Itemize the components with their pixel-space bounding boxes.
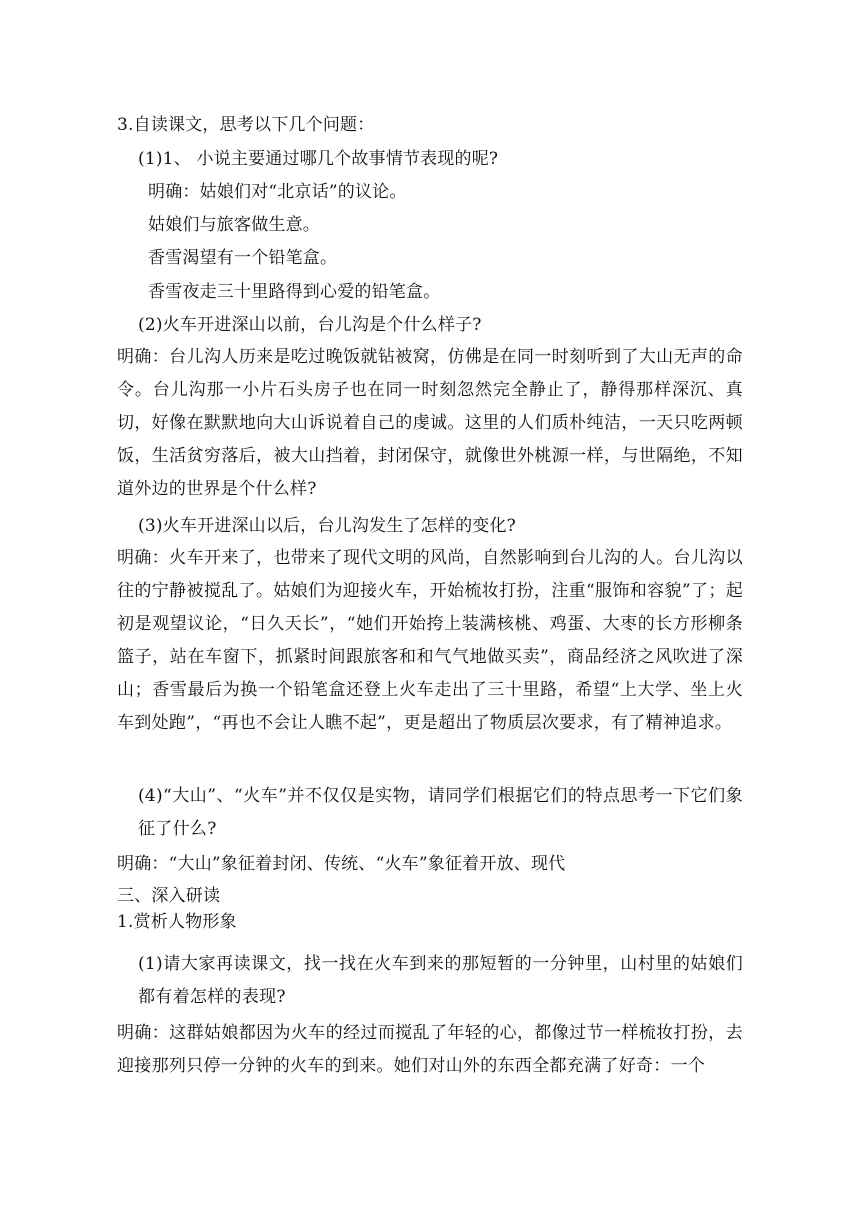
answer-4: 明确：“大山”象征着封闭、传统、“火车”象征着开放、现代 xyxy=(117,854,566,874)
part-heading: 三、深入研读 xyxy=(117,886,221,906)
answer-1-line-2: 姑娘们与旅客做生意。 xyxy=(148,215,320,235)
part-3-answer-1: 明确：这群姑娘都因为火车的经过而搅乱了年轻的心，都像过节一样梳妆打扮，去迎接那列只停一分钟的火车的到来。她们对山外的东西全都充满了好奇：一个 xyxy=(117,1023,743,1076)
sub-heading: 1.赏析人物形象 xyxy=(117,912,237,932)
question-4: (4)“大山”、“火车”并不仅仅是实物，请同学们根据它们的特点思考一下它们象征了什么? xyxy=(138,786,743,839)
question-1: (1)1、 小说主要通过哪几个故事情节表现的呢? xyxy=(138,149,499,169)
answer-1-line-3: 香雪渴望有一个铅笔盒。 xyxy=(148,248,338,268)
part-3-question-1: (1)请大家再读课文，找一找在火车到来的那短暂的一分钟里，山村里的姑娘们都有着怎样的表现? xyxy=(138,954,743,1007)
answer-3: 明确：火车开来了，也带来了现代文明的风尚，自然影响到台儿沟的人。台儿沟以往的宁静被搅乱了。姑娘们为迎接火车，开始梳妆打扮，注重“服饰和容貌”了；起初是观望议论，“日久天长”，“她们开始挎上装满核桃、鸡蛋、大枣的长方形柳条篮子，站在车窗下，抓紧时间跟旅客和和气气地做买卖”，商品经济之风吹进了深山；香雪最后为换一个铅笔盒还登上火车走出了三十里路，希望“上大学、坐上火车到处跑”，“再也不会让人瞧不起”，更是超出了物质层次要求，有了精神追求。 xyxy=(117,548,743,733)
section-heading: 3.自读课文，思考以下几个问题： xyxy=(117,115,375,135)
question-3: (3)火车开进深山以后，台儿沟发生了怎样的变化? xyxy=(138,516,516,536)
answer-1-line-4: 香雪夜走三十里路得到心爱的铅笔盒。 xyxy=(148,282,441,302)
answer-1-line-1: 明确：姑娘们对“北京话”的议论。 xyxy=(148,182,407,202)
question-2: (2)火车开进深山以前，台儿沟是个什么样子? xyxy=(138,315,482,335)
answer-2: 明确：台儿沟人历来是吃过晚饭就钻被窝，仿佛是在同一时刻听到了大山无声的命令。台儿沟那一小片石头房子也在同一时刻忽然完全静止了，静得那样深沉、真切，好像在默默地向大山诉说着自己的虔诚。这里的人们质朴纯洁，一天只吃两顿饭，生活贫穷落后，被大山挡着，封闭保守，就像世外桃源一样，与世隔绝，不知道外边的世界是个什么样? xyxy=(117,347,743,499)
